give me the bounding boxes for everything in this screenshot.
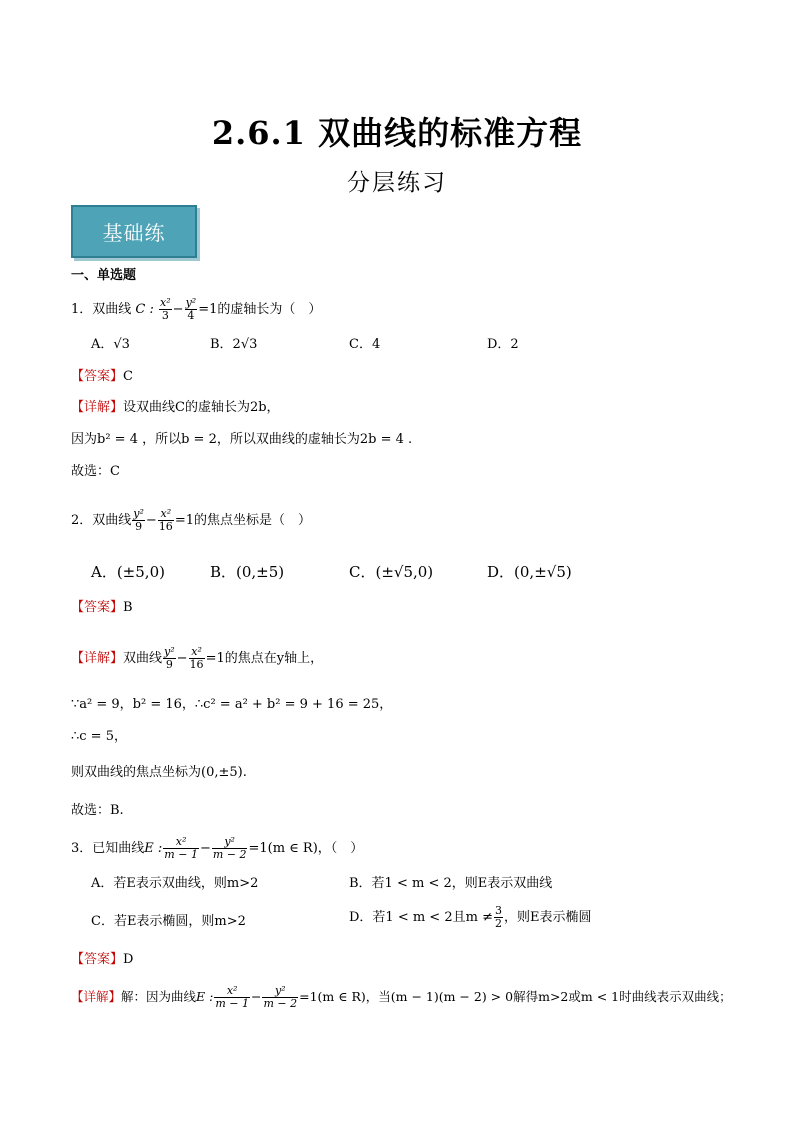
detail-3: 【详解】解：因为曲线E : $\frac{\text{x²}}{m - 1}$ − $\frac{\text{y²}}{m - 2}$ =1(m ∈ R)，当(m − 1)(m − 2) > 0解得m>2或m < 1时曲线表示双曲线； (71, 984, 732, 1010)
math-var: C : (135, 302, 154, 317)
answer-1 (71, 367, 133, 387)
math-var: E : (196, 989, 214, 1004)
frac-den: 3 (161, 309, 169, 322)
frac-den: 4 (187, 309, 195, 322)
fraction (494, 905, 503, 930)
fraction (185, 297, 198, 322)
option-d-text: D．若1 < m < 2且m ≠ (349, 910, 493, 925)
fraction (132, 508, 145, 533)
question-3-number: 3．已知曲线 (71, 841, 145, 856)
detail-text: =1(m ∈ R)，当(m − 1)(m − 2) > 0解得m>2或m < 1时曲线表示双曲线； (299, 989, 732, 1004)
question-text: =1的焦点坐标是（ ） (174, 513, 311, 528)
frac-num: y² (262, 985, 298, 998)
option-b: B．若1 < m < 2，则E表示双曲线 (349, 876, 553, 891)
question-text: =1(m ∈ R)，（ ） (248, 841, 364, 856)
fraction (214, 985, 250, 1010)
option-c: C．4 (349, 337, 381, 352)
detail-2-line5: 故选：B. (71, 803, 124, 818)
frac-num: y² (133, 507, 144, 520)
answer-3 (71, 950, 133, 970)
frac-num: y² (164, 645, 175, 658)
section-heading: 一、单选题 (71, 268, 137, 283)
frac-den: m − 1 (164, 848, 198, 861)
fraction (163, 836, 199, 861)
answer-2 (71, 598, 133, 618)
answer-value: D (123, 952, 134, 967)
answer-tag: 【答案】 (71, 952, 124, 967)
frac-den: m − 2 (263, 997, 298, 1010)
fraction (262, 985, 298, 1010)
detail-tag: 【详解】 (71, 400, 124, 415)
fraction (189, 646, 205, 671)
frac-num: 3 (494, 904, 502, 917)
frac-num: y² (185, 296, 197, 309)
frac-num: y² (212, 836, 248, 849)
question-3: 3．已知曲线E : $\frac{\text{x²}}{m - 1}$ − $\frac{\text{y²}}{m - 2}$ =1(m ∈ R)，（ ） (71, 835, 364, 861)
detail-2: 【详解】双曲线 $\frac{\text{y²}}{9}$ − $\frac{\text{x²}}{16}$ =1的焦点在y轴上， (71, 645, 324, 671)
option-d-text: ，则E表示椭圆 (503, 910, 592, 925)
detail-2-line2: ∵a² = 9，b² = 16，∴c² = a² + b² = 9 + 16 = 25， (71, 697, 393, 712)
page-title: 2.6.1 双曲线的标准方程 (211, 114, 583, 152)
option-d: D．2 (487, 337, 519, 352)
answer-tag: 【答案】 (71, 600, 124, 615)
detail-tag: 【详解】 (71, 989, 122, 1004)
frac-num: x² (163, 836, 199, 849)
answer-tag: 【答案】 (71, 369, 124, 384)
option-c: C．(±√5,0) (349, 563, 434, 581)
detail-text: =1的焦点在y轴上， (205, 651, 324, 666)
frac-num: x² (158, 508, 174, 521)
option-b: B．(0,±5) (210, 563, 285, 581)
question-text: =1的虚轴长为（ ） (198, 302, 322, 317)
frac-den: 9 (165, 658, 173, 671)
option-d (349, 905, 591, 930)
fraction (212, 836, 248, 861)
frac-den: 16 (158, 520, 173, 533)
math-var: E : (144, 841, 163, 856)
option-a: A．√3 (91, 337, 130, 352)
fraction (159, 297, 172, 322)
frac-den: m − 2 (212, 848, 247, 861)
option-a: A．若E表示双曲线，则m>2 (91, 876, 259, 891)
option-b: B．2√3 (210, 337, 258, 352)
detail-text: 解：因为曲线 (121, 989, 197, 1004)
option-c: C．若E表示椭圆，则m>2 (91, 914, 246, 929)
detail-1 (71, 398, 280, 418)
detail-1-line2: 因为b² = 4 ，所以b = 2，所以双曲线的虚轴长为2b = 4 . (71, 432, 413, 447)
answer-value: C (123, 369, 133, 384)
question-1: 1．双曲线 C : $\frac{\text{x²}}{3}$ − $\frac{\text{y²}}{4}$ =1的虚轴长为（ ） (71, 296, 322, 322)
question-1-number: 1．双曲线 (71, 302, 132, 317)
detail-2-line4: 则双曲线的焦点坐标为(0,±5). (71, 765, 247, 780)
detail-text: 双曲线 (123, 651, 163, 666)
question-2: 2．双曲线 $\frac{\text{y²}}{9}$ − $\frac{\text{x²}}{16}$ =1的焦点坐标是（ ） (71, 507, 311, 533)
frac-num: x² (214, 985, 250, 998)
frac-den: 2 (494, 917, 502, 930)
fraction (158, 508, 174, 533)
question-2-number: 2．双曲线 (71, 513, 132, 528)
detail-text: 设双曲线C的虚轴长为2b， (123, 400, 280, 415)
detail-2-line3: ∴c = 5， (71, 729, 127, 744)
frac-num: x² (189, 646, 205, 659)
frac-num: x² (160, 296, 171, 309)
option-d: D．(0,±√5) (487, 563, 572, 581)
page-subtitle: 分层练习 (347, 170, 447, 196)
fraction (163, 646, 176, 671)
detail-1-line3: 故选：C (71, 464, 120, 479)
answer-value: B (123, 600, 133, 615)
frac-den: m − 1 (215, 997, 249, 1010)
section-badge: 基础练 (71, 205, 197, 258)
frac-den: 16 (189, 658, 204, 671)
detail-tag: 【详解】 (71, 651, 124, 666)
frac-den: 9 (135, 520, 143, 533)
option-a: A．(±5,0) (91, 563, 165, 581)
